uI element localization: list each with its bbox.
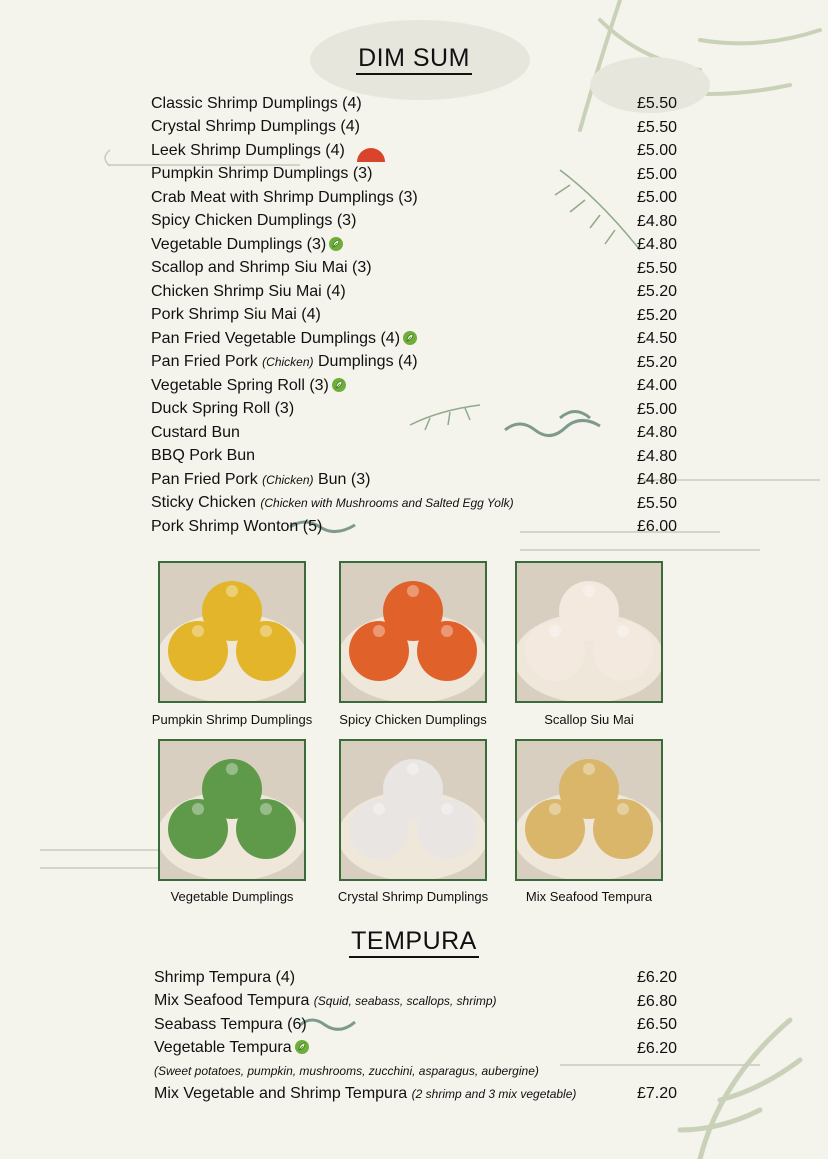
- photo-caption: Vegetable Dumplings: [170, 889, 294, 904]
- food-photo: [339, 739, 487, 881]
- vegetable-tempura-note: (Sweet potatoes, pumpkin, mushrooms, zucchini, asparagus, aubergine): [154, 1064, 539, 1078]
- item-price: £4.00: [636, 377, 677, 394]
- tempura-menu-item: [154, 1037, 677, 1061]
- food-photo: [158, 561, 306, 703]
- item-name: [151, 118, 360, 136]
- tempura-menu-item: [154, 990, 677, 1014]
- dim_sum-menu-item: [151, 257, 677, 281]
- item-name-text: BBQ Pork Bun: [151, 447, 256, 465]
- item-name: [151, 330, 417, 348]
- item-name: [151, 189, 418, 207]
- item-price: £5.50: [636, 494, 677, 512]
- dim-sum-menu: [151, 92, 677, 539]
- item-name: [151, 353, 418, 371]
- dim_sum-menu-item: [151, 92, 677, 116]
- item-price: £5.20: [636, 283, 677, 300]
- dim_sum-menu-item: [151, 280, 677, 304]
- item-name-text: Crab Meat with Shrimp Dumplings (3): [151, 188, 418, 206]
- tempura-menu-item: [154, 1082, 677, 1106]
- item-name-text: Vegetable Tempura: [154, 1039, 292, 1057]
- dim_sum-menu-item: [151, 139, 677, 163]
- tempura-title-text: TEMPURA: [349, 927, 479, 958]
- item-note: (Squid, seabass, scallops, shrimp): [313, 994, 497, 1009]
- photo-caption: Crystal Shrimp Dumplings: [337, 889, 489, 904]
- item-price: £4.80: [636, 236, 677, 253]
- item-name-text: Leek Shrimp Dumplings (4): [151, 141, 345, 159]
- item-note: (Chicken with Mushrooms and Salted Egg Yolk): [260, 496, 514, 511]
- item-name-text: Pumpkin Shrimp Dumplings (3): [151, 165, 373, 183]
- dim_sum-menu-item: [151, 492, 677, 516]
- item-price: £5.50: [636, 259, 677, 277]
- tempura-vegetable-note-row: [154, 1060, 677, 1082]
- item-name: [154, 1085, 576, 1103]
- item-name-text: Vegetable Dumplings (3): [151, 235, 327, 253]
- tempura-menu: [154, 966, 677, 1106]
- item-name: [151, 95, 362, 113]
- item-name: [151, 259, 372, 277]
- item-price: £6.20: [636, 1039, 677, 1057]
- item-price: £5.20: [636, 353, 677, 371]
- food-photo-image: [160, 741, 304, 879]
- item-name-text: Pork Shrimp Siu Mai (4): [151, 306, 321, 324]
- dim_sum-menu-item: [151, 210, 677, 234]
- vegetarian-leaf-icon: [329, 237, 343, 251]
- item-name: [151, 377, 346, 395]
- food-photo-image: [341, 563, 485, 701]
- dim_sum-menu-item: [151, 421, 677, 445]
- vegetarian-leaf-icon: [403, 331, 417, 345]
- item-name-text: Classic Shrimp Dumplings (4): [151, 94, 362, 112]
- food-photo-image: [160, 563, 304, 701]
- item-name: [154, 1016, 307, 1034]
- item-name-suffix: Dumplings (4): [317, 353, 418, 371]
- dim_sum-menu-item: [151, 116, 677, 140]
- item-name-text: Custard Bun: [151, 423, 240, 441]
- item-name-text: Seabass Tempura (6): [154, 1015, 307, 1033]
- food-photo: [158, 739, 306, 881]
- item-name: [151, 165, 372, 183]
- item-price: £5.00: [636, 165, 677, 183]
- vegetarian-leaf-icon: [295, 1040, 309, 1054]
- item-price: £4.80: [636, 212, 677, 230]
- item-price: £6.50: [636, 1016, 677, 1033]
- item-name: [151, 494, 514, 512]
- photo-caption: Scallop Siu Mai: [544, 712, 634, 727]
- item-price: £5.00: [636, 400, 677, 418]
- item-name-text: Shrimp Tempura (4): [154, 968, 296, 986]
- item-price: £6.80: [636, 992, 677, 1010]
- dim_sum-menu-item: [151, 327, 677, 351]
- item-name-text: Vegetable Spring Roll (3): [151, 376, 329, 394]
- item-name: [151, 236, 343, 254]
- item-price: £5.00: [636, 142, 677, 159]
- food-photo: [339, 561, 487, 703]
- photo-caption: Spicy Chicken Dumplings: [339, 712, 487, 727]
- dim-sum-title: [0, 44, 828, 73]
- item-price: £5.20: [636, 306, 677, 324]
- item-name-text: Pork Shrimp Wonton (5): [151, 517, 323, 535]
- food-photo-image: [517, 741, 661, 879]
- dim_sum-menu-item: [151, 468, 677, 492]
- item-price: £5.50: [636, 95, 677, 112]
- dim_sum-menu-item: [151, 233, 677, 257]
- photo-caption: Mix Seafood Tempura: [525, 889, 653, 904]
- item-name: [154, 992, 497, 1010]
- item-name: [151, 283, 346, 301]
- dim_sum-menu-item: [151, 398, 677, 422]
- item-price: £6.00: [636, 518, 677, 535]
- item-name: [151, 518, 322, 536]
- item-price: £5.00: [636, 189, 677, 206]
- vegetarian-leaf-icon: [332, 378, 346, 392]
- dim_sum-menu-item: [151, 515, 677, 539]
- item-name: [154, 969, 295, 987]
- item-price: £4.80: [636, 471, 677, 488]
- food-photo: [515, 739, 663, 881]
- item-note: (Chicken): [262, 355, 314, 370]
- item-price: £4.50: [636, 330, 677, 347]
- dim_sum-menu-item: [151, 374, 677, 398]
- dim_sum-menu-item: [151, 304, 677, 328]
- item-price: £7.20: [636, 1085, 677, 1102]
- item-name-text: Pan Fried Pork: [151, 470, 258, 488]
- photo-caption: Pumpkin Shrimp Dumplings: [151, 712, 313, 727]
- item-name: [151, 142, 345, 160]
- item-name-text: Scallop and Shrimp Siu Mai (3): [151, 259, 372, 277]
- item-name: [151, 424, 240, 442]
- food-photo-image: [517, 563, 661, 701]
- food-photo-image: [341, 741, 485, 879]
- item-name-text: Mix Seafood Tempura: [154, 992, 310, 1010]
- item-price: £6.20: [636, 969, 677, 986]
- item-name-suffix: Bun (3): [317, 470, 371, 488]
- item-name-text: Pan Fried Vegetable Dumplings (4): [151, 329, 401, 347]
- item-name: [151, 471, 370, 489]
- dim_sum-menu-item: [151, 186, 677, 210]
- item-note: (Chicken): [262, 472, 314, 487]
- item-note: (2 shrimp and 3 mix vegetable): [411, 1086, 577, 1101]
- item-name: [151, 212, 356, 230]
- item-price: £4.80: [636, 424, 677, 441]
- item-name-text: Duck Spring Roll (3): [151, 400, 295, 418]
- item-name: [151, 400, 294, 418]
- item-name-text: Pan Fried Pork: [151, 353, 258, 371]
- item-name-text: Mix Vegetable and Shrimp Tempura: [154, 1084, 408, 1102]
- tempura-menu-item: [154, 966, 677, 990]
- dim-sum-title-text: DIM SUM: [356, 44, 472, 75]
- item-name-text: Crystal Shrimp Dumplings (4): [151, 118, 360, 136]
- item-name: [154, 1039, 309, 1057]
- item-name-text: Spicy Chicken Dumplings (3): [151, 212, 357, 230]
- dim_sum-menu-item: [151, 351, 677, 375]
- item-price: £4.80: [636, 447, 677, 465]
- food-photo: [515, 561, 663, 703]
- item-price: £5.50: [636, 118, 677, 136]
- item-name-text: Sticky Chicken: [151, 494, 256, 512]
- item-name: [151, 447, 255, 465]
- tempura-menu-item: [154, 1013, 677, 1037]
- dim_sum-menu-item: [151, 445, 677, 469]
- tempura-title: [0, 927, 828, 956]
- item-name: [151, 306, 321, 324]
- dim_sum-menu-item: [151, 163, 677, 187]
- item-name-text: Chicken Shrimp Siu Mai (4): [151, 282, 346, 300]
